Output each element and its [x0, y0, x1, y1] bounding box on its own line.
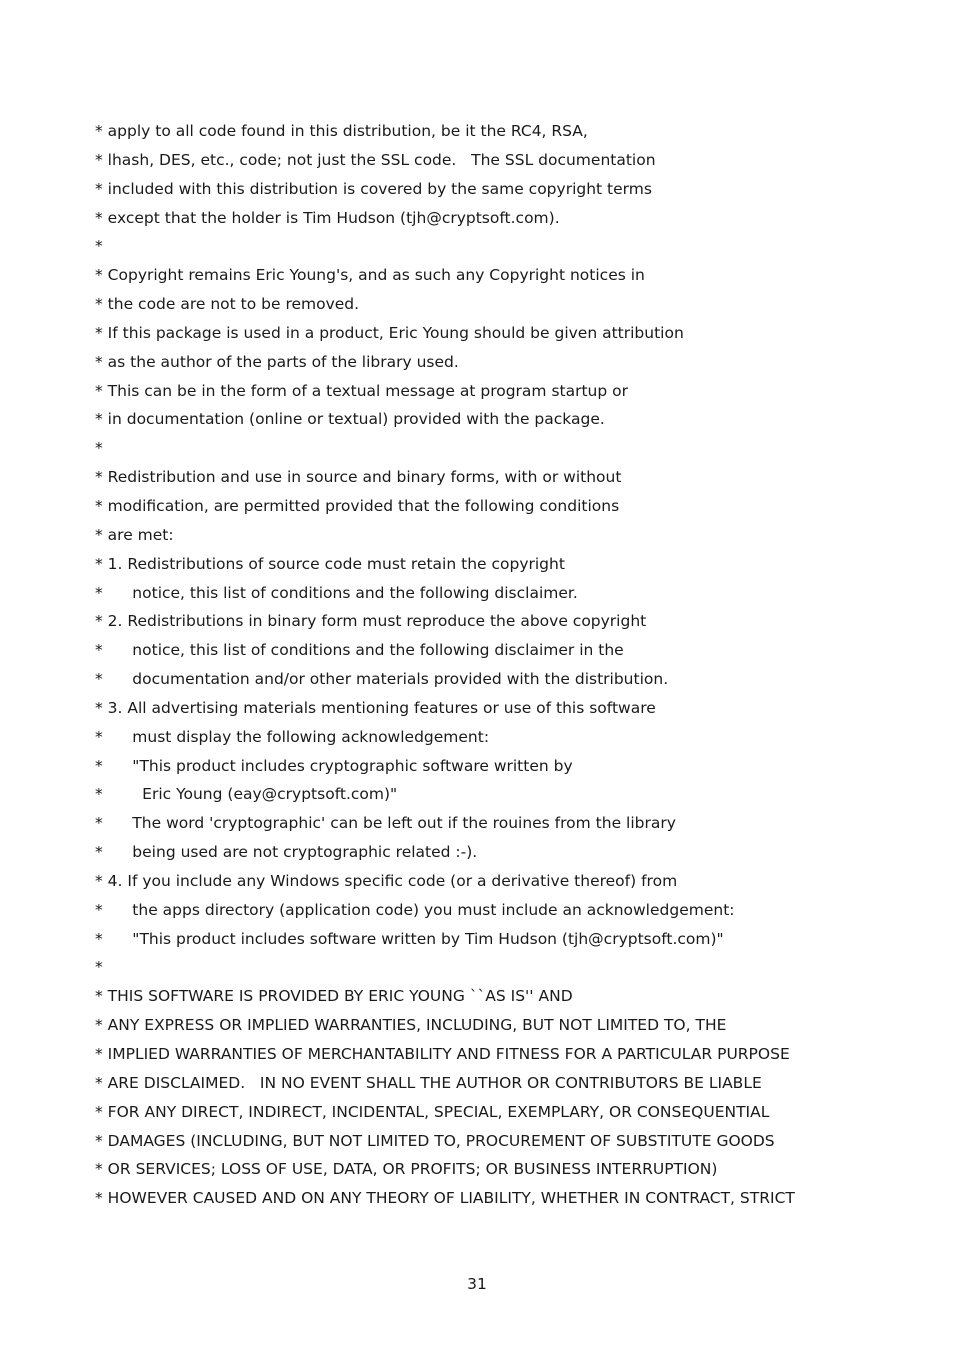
text-line: * being used are not cryptographic related :-).	[95, 843, 478, 862]
text-line: * 4. If you include any Windows specific code (or a derivative thereof) from	[95, 871, 678, 890]
text-line: * "This product includes cryptographic software written by	[95, 756, 573, 775]
text-line: * Copyright remains Eric Young's, and as such any Copyright notices in	[95, 266, 645, 285]
text-line: * notice, this list of conditions and the following disclaimer.	[95, 583, 578, 602]
text-line: * as the author of the parts of the library used.	[95, 352, 459, 371]
text-line: * ARE DISCLAIMED. IN NO EVENT SHALL THE AUTHOR OR CONTRIBUTORS BE LIABLE	[95, 1073, 762, 1092]
license-text-block	[95, 118, 895, 1214]
text-line: * apply to all code found in this distribution, be it the RC4, RSA,	[95, 122, 588, 140]
text-line: * modification, are permitted provided that the following conditions	[95, 496, 620, 515]
text-line: * the code are not to be removed.	[95, 295, 360, 314]
page-number: 31	[467, 1275, 487, 1293]
text-line: * OR SERVICES; LOSS OF USE, DATA, OR PROFITS; OR BUSINESS INTERRUPTION)	[95, 1160, 718, 1179]
text-line: * Eric Young (eay@cryptsoft.com)"	[95, 785, 398, 804]
text-line: *	[95, 237, 103, 256]
text-line: * are met:	[95, 525, 174, 544]
text-line: * The word 'cryptographic' can be left out if the rouines from the library	[95, 814, 676, 833]
text-line: *	[95, 439, 103, 458]
text-line: * 2. Redistributions in binary form must reproduce the above copyright	[95, 612, 647, 631]
text-line: * THIS SOFTWARE IS PROVIDED BY ERIC YOUNG ``AS IS'' AND	[95, 987, 573, 1006]
text-line: * FOR ANY DIRECT, INDIRECT, INCIDENTAL, SPECIAL, EXEMPLARY, OR CONSEQUENTIAL	[95, 1102, 770, 1121]
text-line: * Redistribution and use in source and binary forms, with or without	[95, 468, 622, 487]
text-line: * 3. All advertising materials mentioning features or use of this software	[95, 698, 656, 717]
text-line: * DAMAGES (INCLUDING, BUT NOT LIMITED TO, PROCUREMENT OF SUBSTITUTE GOODS	[95, 1131, 775, 1150]
text-line: * documentation and/or other materials provided with the distribution.	[95, 670, 669, 689]
text-line: * HOWEVER CAUSED AND ON ANY THEORY OF LIABILITY, WHETHER IN CONTRACT, STRICT	[95, 1189, 795, 1208]
text-line: * included with this distribution is covered by the same copyright terms	[95, 179, 652, 198]
text-line: * ANY EXPRESS OR IMPLIED WARRANTIES, INCLUDING, BUT NOT LIMITED TO, THE	[95, 1016, 727, 1035]
text-line: * in documentation (online or textual) provided with the package.	[95, 410, 605, 429]
text-line: * If this package is used in a product, Eric Young should be given attribution	[95, 323, 684, 342]
text-line: * lhash, DES, etc., code; not just the SSL code. The SSL documentation	[95, 150, 656, 169]
text-line: * IMPLIED WARRANTIES OF MERCHANTABILITY AND FITNESS FOR A PARTICULAR PURPOSE	[95, 1045, 790, 1063]
text-line: *	[95, 958, 103, 977]
text-line: * "This product includes software written by Tim Hudson (tjh@cryptsoft.com)"	[95, 929, 724, 948]
text-line: * except that the holder is Tim Hudson (tjh@cryptsoft.com).	[95, 208, 560, 227]
text-line: * 1. Redistributions of source code must retain the copyright	[95, 554, 565, 573]
text-line: * This can be in the form of a textual message at program startup or	[95, 381, 629, 400]
text-line: * notice, this list of conditions and the following disclaimer in the	[95, 641, 624, 660]
text-line: * the apps directory (application code) you must include an acknowledgement:	[95, 900, 735, 919]
text-line: * must display the following acknowledgement:	[95, 727, 490, 746]
